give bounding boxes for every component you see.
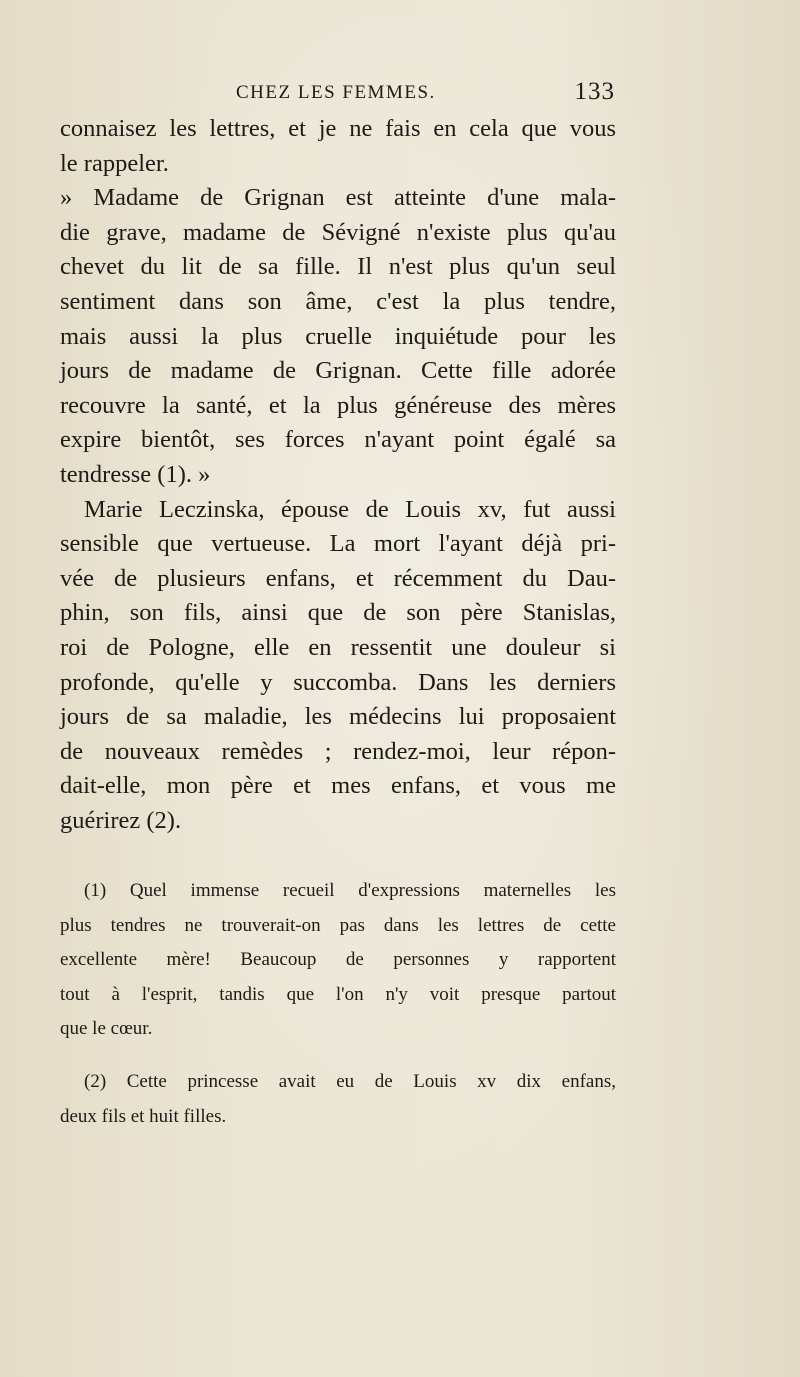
body-line: phin, son fils, ainsi que de son père Stanislas, <box>60 599 616 627</box>
body-line: sensible que vertueuse. La mort l'ayant déjà pri- <box>60 530 616 558</box>
body-line: Marie Leczinska, épouse de Louis xv, fut aussi <box>84 495 616 523</box>
footnotes <box>60 877 616 1137</box>
footnote-line: que le cœur. <box>60 1018 153 1040</box>
body-line: guérirez (2). <box>60 806 182 834</box>
body-line: jours de madame de Grignan. Cette fille adorée <box>60 357 616 385</box>
body-line: recouvre la santé, et la plus généreuse des mères <box>60 391 616 419</box>
body-line: tendresse (1). » <box>60 460 211 488</box>
running-head <box>60 78 615 112</box>
body-line: » Madame de Grignan est atteinte d'une mala- <box>60 184 616 212</box>
body-line: roi de Pologne, elle en ressentit une douleur si <box>60 633 616 661</box>
footnote-line: (2) Cette princesse avait eu de Louis xv dix enfans, <box>84 1070 616 1092</box>
body-line: expire bientôt, ses forces n'ayant point égalé sa <box>60 426 616 454</box>
footnote-2 <box>60 1068 616 1137</box>
body-line: de nouveaux remèdes ; rendez-moi, leur répon- <box>60 737 616 765</box>
body-line: mais aussi la plus cruelle inquiétude pour les <box>60 322 616 350</box>
body-text <box>60 112 616 838</box>
footnote-line: plus tendres ne trouverait-on pas dans les lettres de cette <box>60 914 616 936</box>
body-line: le rappeler. <box>60 149 169 177</box>
body-line: die grave, madame de Sévigné n'existe plus qu'au <box>60 218 616 246</box>
footnote-1 <box>60 877 616 1050</box>
page-number: 133 <box>574 78 615 105</box>
footnote-line: tout à l'esprit, tandis que l'on n'y voit presque partout <box>60 983 616 1005</box>
body-line: vée de plusieurs enfans, et récemment du Dau- <box>60 564 616 592</box>
footnote-line: deux fils et huit filles. <box>60 1105 227 1127</box>
body-line: jours de sa maladie, les médecins lui proposaient <box>60 703 616 731</box>
body-line: chevet du lit de sa fille. Il n'est plus qu'un seul <box>60 253 616 281</box>
body-line: profonde, qu'elle y succomba. Dans les derniers <box>60 668 616 696</box>
footnote-line: (1) Quel immense recueil d'expressions maternelles les <box>84 880 616 901</box>
body-line: sentiment dans son âme, c'est la plus tendre, <box>60 287 616 315</box>
body-line: dait-elle, mon père et mes enfans, et vous me <box>60 772 616 800</box>
body-line: connaisez les lettres, et je ne fais en cela que vous <box>60 115 616 142</box>
footnote-line: excellente mère! Beaucoup de personnes y rapportent <box>60 949 616 971</box>
running-title: CHEZ LES FEMMES. <box>236 82 436 103</box>
